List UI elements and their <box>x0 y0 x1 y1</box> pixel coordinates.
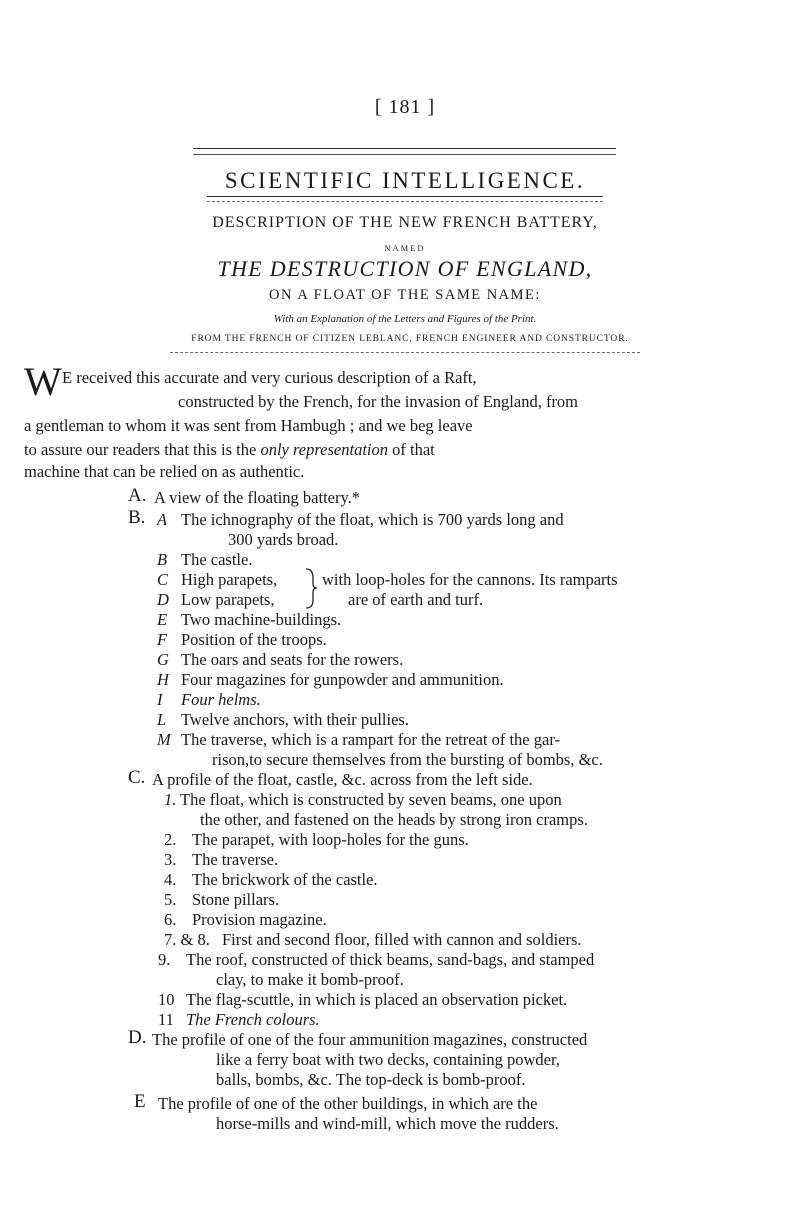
section-d-letter: D. <box>128 1027 147 1048</box>
c-text-1: The float, which is constructed by seven beams, one upon <box>180 790 562 809</box>
section-rule-dash <box>207 201 603 202</box>
named-label: NAMED <box>384 243 426 253</box>
section-e-letter: E <box>134 1091 146 1112</box>
b-text-m: The traverse, which is a rampart for the retreat of the gar- <box>181 730 560 749</box>
b-text-e: Two machine-buildings. <box>181 610 342 629</box>
b-text-h: Four magazines for gunpowder and ammunition. <box>181 670 504 689</box>
drop-cap: W <box>24 359 62 404</box>
b-key-h: H <box>157 670 169 689</box>
b-text-a-cont: 300 yards broad. <box>228 530 339 549</box>
page-number: [ 181 ] <box>374 96 436 118</box>
c-text-1-cont: the other, and fastened on the heads by strong iron cramps. <box>200 810 588 829</box>
b-text-i: Four helms. <box>181 690 261 709</box>
section-rule <box>207 196 603 197</box>
intro-line-4a: to assure our readers that this is the <box>24 440 261 459</box>
c-text-6: Provision magazine. <box>192 910 327 929</box>
source-underline <box>170 352 640 353</box>
b-key-l: L <box>157 710 167 729</box>
b-text-b: The castle. <box>181 550 253 569</box>
intro-line-5: machine that can be relied on as authentic. <box>24 462 305 481</box>
intro-line-2: constructed by the French, for the invasion of England, from <box>178 392 579 411</box>
section-d-text-3: balls, bombs, &c. The top-deck is bomb-proof. <box>216 1070 526 1089</box>
b-key-f: F <box>157 630 168 649</box>
source-line: FROM THE FRENCH OF CITIZEN LEBLANC, FRENCH ENGINEER AND CONSTRUCTOR. <box>191 334 629 344</box>
intro-line-4c: of that <box>388 440 435 459</box>
b-key-c: C <box>157 570 169 589</box>
section-b-letter: B. <box>128 507 146 528</box>
b-key-i: I <box>157 690 163 709</box>
c-text-11: The French colours. <box>186 1010 320 1029</box>
b-key-b: B <box>157 550 168 569</box>
c-text-4: The brickwork of the castle. <box>192 870 378 889</box>
b-text-c: High parapets, <box>181 570 278 589</box>
b-text-l: Twelve anchors, with their pullies. <box>181 710 409 729</box>
section-e-text-2: horse-mills and wind-mill, which move the rudders. <box>216 1114 559 1133</box>
battery-title: THE DESTRUCTION OF ENGLAND, <box>217 256 593 281</box>
intro-line-1: E received this accurate and very curious description of a Raft, <box>62 368 477 387</box>
c-text-7-8: First and second floor, filled with cannon and soldiers. <box>222 930 582 949</box>
b-key-d: D <box>157 590 169 609</box>
b-text-g: The oars and seats for the rowers. <box>181 650 404 669</box>
c-text-3: The traverse. <box>192 850 279 869</box>
c-text-9-cont: clay, to make it bomb-proof. <box>216 970 404 989</box>
top-rule-thin <box>193 154 616 155</box>
b-key-a: A <box>157 510 168 529</box>
section-e-text-1: The profile of one of the other buildings, in which are the <box>158 1094 538 1113</box>
description-heading: DESCRIPTION OF THE NEW FRENCH BATTERY, <box>212 214 598 231</box>
b-key-g: G <box>157 650 169 669</box>
intro-line-3: a gentleman to whom it was sent from Hambugh ; and we beg leave <box>24 416 473 435</box>
float-subtitle: ON A FLOAT OF THE SAME NAME: <box>269 287 541 303</box>
section-title: SCIENTIFIC INTELLIGENCE. <box>224 168 586 193</box>
b-text-d: Low parapets, <box>181 590 275 609</box>
section-d-text-1: The profile of one of the four ammunition magazines, constructed <box>152 1030 588 1049</box>
b-text-a: The ichnography of the float, which is 700 yards long and <box>181 510 564 529</box>
b-text-m-cont: rison,to secure themselves from the bursting of bombs, &c. <box>212 750 603 769</box>
section-a-letter: A. <box>128 485 147 506</box>
b-key-m: M <box>157 730 171 749</box>
c-num-3: 3. <box>164 850 177 869</box>
b-brace-text-2: are of earth and turf. <box>348 590 484 609</box>
explanation-line: With an Explanation of the Letters and Figures of the Print. <box>273 313 537 325</box>
b-brace-text-1: with loop-holes for the cannons. Its ramparts <box>322 570 618 589</box>
c-num-4: 4. <box>164 870 177 889</box>
top-rule <box>193 148 616 149</box>
c-text-2: The parapet, with loop-holes for the guns. <box>192 830 469 849</box>
c-num-11: 11 <box>158 1010 174 1029</box>
section-d-text-2: like a ferry boat with two decks, containing powder, <box>216 1050 560 1069</box>
c-num-10: 10 <box>158 990 175 1009</box>
c-text-10: The flag-scuttle, in which is placed an observation picket. <box>186 990 568 1009</box>
c-num-5: 5. <box>164 890 177 909</box>
brace-icon <box>303 566 319 610</box>
b-text-f: Position of the troops. <box>181 630 327 649</box>
c-num-7-8: 7. & 8. <box>164 930 210 949</box>
c-text-5: Stone pillars. <box>192 890 280 909</box>
c-num-6: 6. <box>164 910 177 929</box>
section-c-text: A profile of the float, castle, &c. across from the left side. <box>152 770 533 789</box>
c-num-1: 1. <box>164 790 177 809</box>
c-text-9: The roof, constructed of thick beams, sand-bags, and stamped <box>186 950 595 969</box>
section-c-letter: C. <box>128 767 146 788</box>
c-num-2: 2. <box>164 830 177 849</box>
intro-emphasis: only representation <box>260 440 388 459</box>
c-num-9: 9. <box>158 950 171 969</box>
section-a-text: A view of the floating battery.* <box>154 488 361 507</box>
intro-line-4 <box>24 440 435 460</box>
b-key-e: E <box>157 610 168 629</box>
